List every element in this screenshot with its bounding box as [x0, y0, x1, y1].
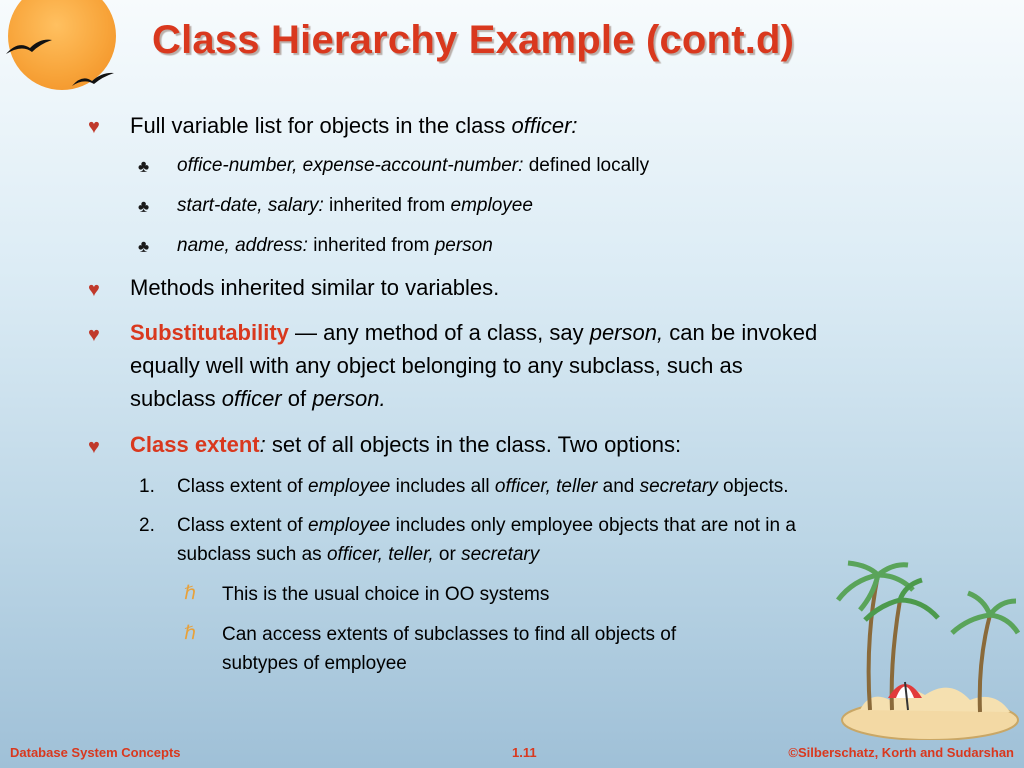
bullet-text-italic: name, address: [177, 235, 308, 256]
bullet-text: Class extent of [177, 476, 308, 497]
bullet-text: of [281, 386, 313, 411]
club-bullet-icon: ♣ [138, 157, 150, 176]
bullet-text-italic: : [259, 432, 266, 457]
bullet-text: Methods inherited similar to variables. [130, 275, 500, 300]
bullet-text: inherited from [323, 195, 451, 216]
bullet-text: defined locally [523, 155, 650, 176]
bullet-text: set of all objects in the class. Two options: [265, 432, 682, 457]
bullet-text-italic: officer: [511, 113, 578, 138]
bullet-text-italic: secretary [461, 544, 540, 565]
heart-bullet-icon: ♥ [88, 436, 100, 458]
bullet-text: Full variable list for objects in the class [130, 113, 512, 138]
footer-right: ©Silberschatz, Korth and Sudarshan [788, 745, 1014, 760]
bird-icon [70, 70, 116, 90]
sub-bullet-item [177, 191, 533, 220]
bullet-text: Can access extents of subclasses to find all objects of [222, 624, 677, 645]
sub-sub-bullet-item [222, 620, 676, 678]
bullet-text-italic: person [434, 235, 493, 256]
bullet-text: inherited from [307, 235, 435, 256]
bullet-text-italic: office-number, expense-account-number: [177, 155, 524, 176]
heart-bullet-icon: ♥ [88, 116, 100, 138]
bullet-text: objects. [717, 476, 789, 497]
heart-bullet-icon: ♥ [88, 279, 100, 301]
bullet-text: subclass such as [177, 544, 327, 565]
palm-island-icon [830, 560, 1020, 740]
bullet-text-italic: officer, teller [494, 476, 598, 497]
bullet-text: subtypes of employee [222, 653, 407, 674]
bullet-text: or [433, 544, 462, 565]
bullet-text: includes all [390, 476, 495, 497]
bullet-text: — any method of a class, say [288, 320, 590, 345]
club-bullet-icon: ♣ [138, 237, 150, 256]
list-number: 2. [139, 515, 155, 536]
bullet-text-italic: person. [312, 386, 386, 411]
bullet-text-italic: person, [589, 320, 664, 345]
numbered-item [177, 472, 789, 501]
hbar-bullet-icon: ℏ [184, 582, 197, 604]
footer-left: Database System Concepts [10, 745, 181, 760]
bullet-text: This is the usual choice in OO systems [222, 584, 550, 605]
sub-bullet-item [177, 151, 649, 180]
bullet-text-italic: officer, teller, [326, 544, 434, 565]
bullet-text: and [597, 476, 640, 497]
club-bullet-icon: ♣ [138, 197, 150, 216]
bullet-text-italic: start-date, salary: [177, 195, 324, 216]
bullet-text: includes only employee objects that are not in a [390, 515, 796, 536]
list-number: 1. [139, 476, 155, 497]
bullet-text-italic: secretary [639, 476, 718, 497]
heart-bullet-icon: ♥ [88, 324, 100, 346]
bullet-text-italic: employee [307, 515, 391, 536]
bullet-text: subclass [130, 386, 222, 411]
bullet-item [130, 271, 499, 304]
hbar-bullet-icon: ℏ [184, 622, 197, 644]
bullet-text-italic: employee [307, 476, 391, 497]
page-title: Class Hierarchy Example (cont.d) [152, 18, 795, 62]
sub-bullet-item [177, 231, 493, 260]
bullet-text-italic: employee [450, 195, 533, 216]
bird-icon [4, 36, 54, 58]
bullet-text: can be invoked [663, 320, 818, 345]
footer-page-number: 1.11 [512, 745, 537, 760]
sub-sub-bullet-item [222, 580, 549, 609]
bullet-text: equally well with any object belonging to any subclass, such as [130, 353, 743, 378]
bullet-text-italic: officer [221, 386, 282, 411]
bullet-item [130, 109, 578, 142]
bullet-item [130, 316, 950, 415]
keyword: Class extent [130, 432, 260, 457]
keyword: Substitutability [130, 320, 289, 345]
bullet-item [130, 428, 681, 461]
bullet-text: Class extent of [177, 515, 308, 536]
